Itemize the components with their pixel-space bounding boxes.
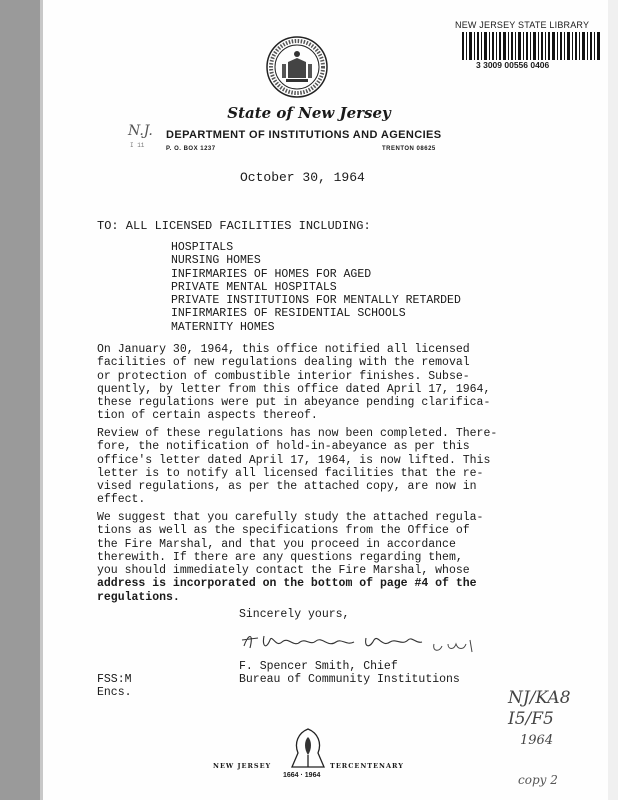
text-line: regulations.	[97, 590, 180, 604]
text-line: Review of these regulations has now been completed. There-	[97, 427, 498, 440]
tercentenary-emblem-icon	[290, 727, 326, 771]
state-seal-icon	[266, 36, 328, 98]
text-line: fore, the notification of hold-in-abeyance as per this	[97, 440, 470, 454]
letterhead-po-box: P. O. BOX 1237	[166, 146, 216, 152]
text-line: the Fire Marshal, and that you proceed in accordance	[97, 537, 456, 551]
list-item: PRIVATE INSTITUTIONS FOR MENTALLY RETARDED	[171, 294, 461, 308]
text-line: tion of certain aspects thereof.	[97, 409, 318, 423]
list-item: INFIRMARIES OF HOMES FOR AGED	[171, 267, 372, 281]
text-line: NJ/KA8	[508, 688, 571, 708]
letterhead-city: TRENTON 08625	[382, 146, 436, 152]
facility-list	[171, 241, 461, 334]
tercentenary-left-text: NEW JERSEY	[213, 762, 272, 770]
text-line: We suggest that you carefully study the attached regula-	[97, 511, 484, 524]
paragraph-3	[97, 511, 483, 604]
handwritten-sub: I 11	[130, 142, 145, 149]
text-line: quently, by letter from this office dated April 17, 1964,	[97, 382, 491, 396]
to-line: TO: ALL LICENSED FACILITIES INCLUDING:	[97, 219, 371, 233]
text-line: 1964	[520, 733, 554, 748]
paragraph-1	[97, 343, 490, 423]
text-line: vised regulations, as per the attached copy, are now in	[97, 480, 477, 494]
signer-block	[239, 660, 460, 687]
text-line: effect.	[97, 493, 146, 507]
initials: FSS:M	[97, 673, 132, 686]
barcode-number: 3 3009 00556 0406	[476, 60, 550, 70]
text-line: letter is to notify all licensed facilities that the re-	[97, 466, 484, 480]
text-line: address is incorporated on the bottom of page #4 of the	[97, 577, 477, 591]
paragraph-2	[97, 427, 497, 507]
text-line: you should immediately contact the Fire Marshal, whose	[97, 564, 470, 578]
barcode	[462, 32, 602, 60]
text-line: or protection of combustible interior finishes. Subse-	[97, 369, 470, 383]
list-item: INFIRMARIES OF RESIDENTIAL SCHOOLS	[171, 307, 406, 321]
signer-name: F. Spencer Smith, Chief	[239, 660, 398, 673]
letterhead-department: DEPARTMENT OF INSTITUTIONS AND AGENCIES	[166, 129, 442, 141]
letter-date: October 30, 1964	[240, 170, 365, 185]
list-item: MATERNITY HOMES	[171, 320, 275, 334]
library-label: NEW JERSEY STATE LIBRARY	[455, 20, 590, 30]
text-line: I5/F5	[508, 709, 554, 729]
signer-title: Bureau of Community Institutions	[239, 673, 460, 687]
handwritten-call-number	[508, 688, 571, 751]
letterhead-state-name: State of New Jersey	[227, 104, 391, 122]
reference-initials	[97, 673, 132, 700]
tercentenary-right-text: TERCENTENARY	[330, 762, 404, 770]
text-line: tions as well as the specifications from the Office of	[97, 524, 470, 538]
text-line: office's letter dated April 17, 1964, is now lifted. This	[97, 453, 491, 467]
list-item: PRIVATE MENTAL HOSPITALS	[171, 280, 337, 294]
signature	[236, 626, 486, 660]
enclosures: Encs.	[97, 686, 132, 700]
closing: Sincerely yours,	[239, 608, 350, 621]
text-line: facilities of new regulations dealing with the removal	[97, 356, 470, 370]
handwritten-abbrev: N.J.	[128, 123, 153, 139]
list-item: NURSING HOMES	[171, 254, 261, 268]
text-line: these regulations were put in abeyance pending clarifica-	[97, 396, 491, 410]
text-line: On January 30, 1964, this office notified all licensed	[97, 343, 470, 356]
handwritten-copy-note: copy 2	[518, 773, 558, 787]
list-item: HOSPITALS	[171, 241, 234, 254]
tercentenary-years: 1664 · 1964	[283, 772, 321, 779]
text-line: therewith. If there are any questions regarding them,	[97, 550, 463, 564]
